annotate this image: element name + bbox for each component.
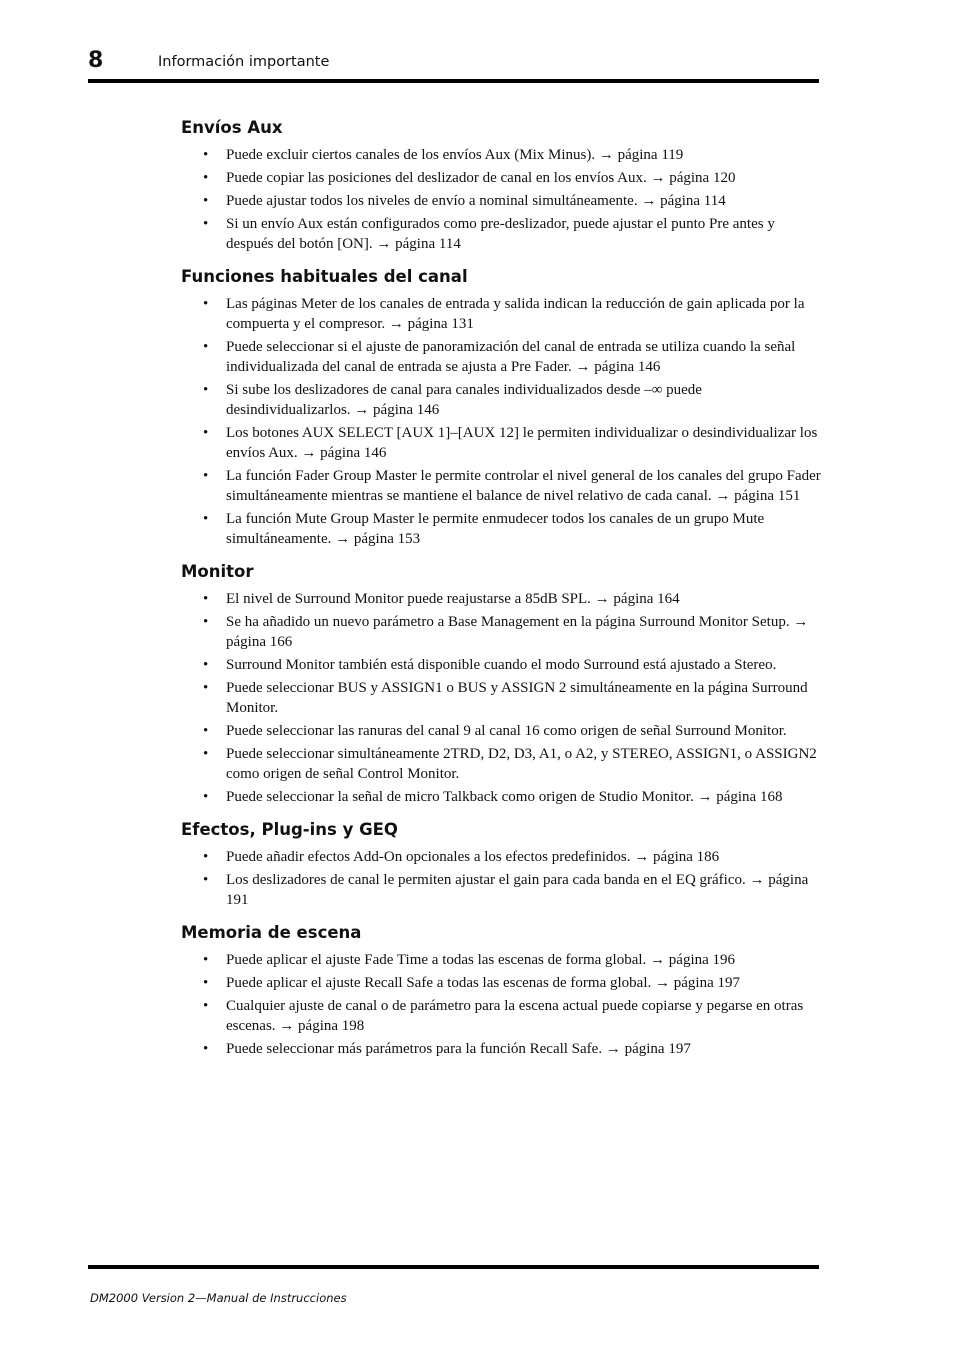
section-heading: Monitor	[181, 562, 254, 581]
bullet-icon: •	[203, 998, 209, 1014]
section	[181, 116, 821, 254]
bullet-icon: •	[203, 614, 209, 630]
bullet-list	[181, 950, 821, 1059]
bullet-icon: •	[203, 147, 209, 163]
bullet-icon: •	[203, 170, 209, 186]
list-item	[181, 950, 821, 970]
bullet-list	[181, 589, 821, 807]
bullet-icon: •	[203, 591, 209, 607]
list-item-text: Puede seleccionar más parámetros para la función Recall Safe. → página 197	[226, 1041, 691, 1057]
section	[181, 818, 821, 910]
bullet-icon: •	[203, 382, 209, 398]
bullet-icon: •	[203, 952, 209, 968]
bullet-icon: •	[203, 872, 209, 888]
list-item	[181, 337, 821, 377]
list-item-text: Los botones AUX SELECT [AUX 1]–[AUX 12] le permiten individualizar o desindividualizar los envíos Aux. → página 146	[226, 425, 818, 461]
list-item-text: Cualquier ajuste de canal o de parámetro para la escena actual puede copiarse y pegarse en otras escenas. → página 198	[226, 998, 804, 1034]
list-item-text: Puede seleccionar la señal de micro Talkback como origen de Studio Monitor. → página 168	[226, 789, 783, 805]
bullet-icon: •	[203, 723, 209, 739]
list-item	[181, 612, 821, 652]
list-item	[181, 509, 821, 549]
section-heading: Memoria de escena	[181, 923, 362, 942]
bullet-icon: •	[203, 680, 209, 696]
list-item-text: La función Mute Group Master le permite enmudecer todos los canales de un grupo Mute simultáneamente. → página 153	[226, 511, 765, 547]
page-header	[88, 46, 819, 82]
header-rule	[88, 79, 819, 83]
section	[181, 265, 821, 549]
bullet-list	[181, 145, 821, 254]
list-item-text: La función Fader Group Master le permite controlar el nivel general de los canales del grupo Fader simultáneamente mientras se mantiene el balance de nivel relativo de cada canal. → página 151	[226, 468, 821, 504]
page-number: 8	[88, 48, 104, 73]
list-item-text: Puede aplicar el ajuste Fade Time a todas las escenas de forma global. → página 196	[226, 952, 736, 968]
bullet-list	[181, 847, 821, 910]
list-item	[181, 191, 821, 211]
list-item-text: Los deslizadores de canal le permiten ajustar el gain para cada banda en el EQ gráfico. → página 191	[226, 872, 809, 908]
list-item-text: Se ha añadido un nuevo parámetro a Base Management en la página Surround Monitor Setup. → página 166	[226, 614, 809, 650]
list-item	[181, 787, 821, 807]
list-item	[181, 996, 821, 1036]
list-item	[181, 589, 821, 609]
list-item	[181, 655, 821, 675]
list-item	[181, 168, 821, 188]
footer-text: DM2000 Version 2—Manual de Instrucciones	[90, 1291, 347, 1305]
bullet-icon: •	[203, 193, 209, 209]
list-item	[181, 973, 821, 993]
section-heading: Efectos, Plug-ins y GEQ	[181, 820, 398, 839]
list-item	[181, 721, 821, 741]
list-item-text: Si un envío Aux están configurados como pre-deslizador, puede ajustar el punto Pre antes y después del botón [ON]. → página 114	[226, 216, 775, 252]
list-item-text: Puede seleccionar BUS y ASSIGN1 o BUS y ASSIGN 2 simultáneamente en la página Surround Monitor.	[226, 680, 808, 716]
list-item-text: Las páginas Meter de los canales de entrada y salida indican la reducción de gain aplicada por la compuerta y el compresor. → página 131	[226, 296, 805, 332]
list-item	[181, 678, 821, 718]
bullet-icon: •	[203, 425, 209, 441]
section	[181, 921, 821, 1059]
bullet-icon: •	[203, 657, 209, 673]
list-item-text: Puede añadir efectos Add-On opcionales a los efectos predefinidos. → página 186	[226, 849, 720, 865]
section	[181, 560, 821, 807]
list-item-text: Puede excluir ciertos canales de los envíos Aux (Mix Minus). → página 119	[226, 147, 684, 163]
list-item-text: Puede seleccionar simultáneamente 2TRD, D2, D3, A1, o A2, y STEREO, ASSIGN1, o ASSIGN2 como origen de señal Control Monitor.	[226, 746, 817, 782]
bullet-icon: •	[203, 1041, 209, 1057]
bullet-icon: •	[203, 849, 209, 865]
list-item-text: Surround Monitor también está disponible cuando el modo Surround está ajustado a Stereo.	[226, 657, 777, 673]
list-item	[181, 145, 821, 165]
list-item	[181, 744, 821, 784]
bullet-icon: •	[203, 296, 209, 312]
main-content	[181, 116, 821, 1070]
list-item	[181, 294, 821, 334]
list-item	[181, 870, 821, 910]
bullet-icon: •	[203, 746, 209, 762]
footer-rule	[88, 1265, 819, 1269]
list-item	[181, 423, 821, 463]
bullet-icon: •	[203, 468, 209, 484]
list-item	[181, 380, 821, 420]
list-item-text: Puede aplicar el ajuste Recall Safe a todas las escenas de forma global. → página 197	[226, 975, 740, 991]
list-item	[181, 1039, 821, 1059]
bullet-icon: •	[203, 216, 209, 232]
section-heading: Envíos Aux	[181, 118, 283, 137]
section-heading: Funciones habituales del canal	[181, 267, 468, 286]
bullet-icon: •	[203, 789, 209, 805]
list-item-text: Puede seleccionar si el ajuste de panoramización del canal de entrada se utiliza cuando la señal individualizada del canal de entrada se ajusta a Pre Fader. → página 146	[226, 339, 796, 375]
list-item-text: El nivel de Surround Monitor puede reajustarse a 85dB SPL. → página 164	[226, 591, 680, 607]
list-item-text: Puede ajustar todos los niveles de envío a nominal simultáneamente. → página 114	[226, 193, 726, 209]
bullet-icon: •	[203, 975, 209, 991]
list-item-text: Puede seleccionar las ranuras del canal 9 al canal 16 como origen de señal Surround Monitor.	[226, 723, 787, 739]
bullet-icon: •	[203, 339, 209, 355]
list-item	[181, 466, 821, 506]
header-title: Información importante	[158, 54, 330, 70]
bullet-list	[181, 294, 821, 549]
list-item	[181, 847, 821, 867]
list-item-text: Puede copiar las posiciones del deslizador de canal en los envíos Aux. → página 120	[226, 170, 736, 186]
bullet-icon: •	[203, 511, 209, 527]
list-item-text: Si sube los deslizadores de canal para canales individualizados desde –∞ puede desindividualizarlos. → página 146	[226, 382, 702, 418]
list-item	[181, 214, 821, 254]
